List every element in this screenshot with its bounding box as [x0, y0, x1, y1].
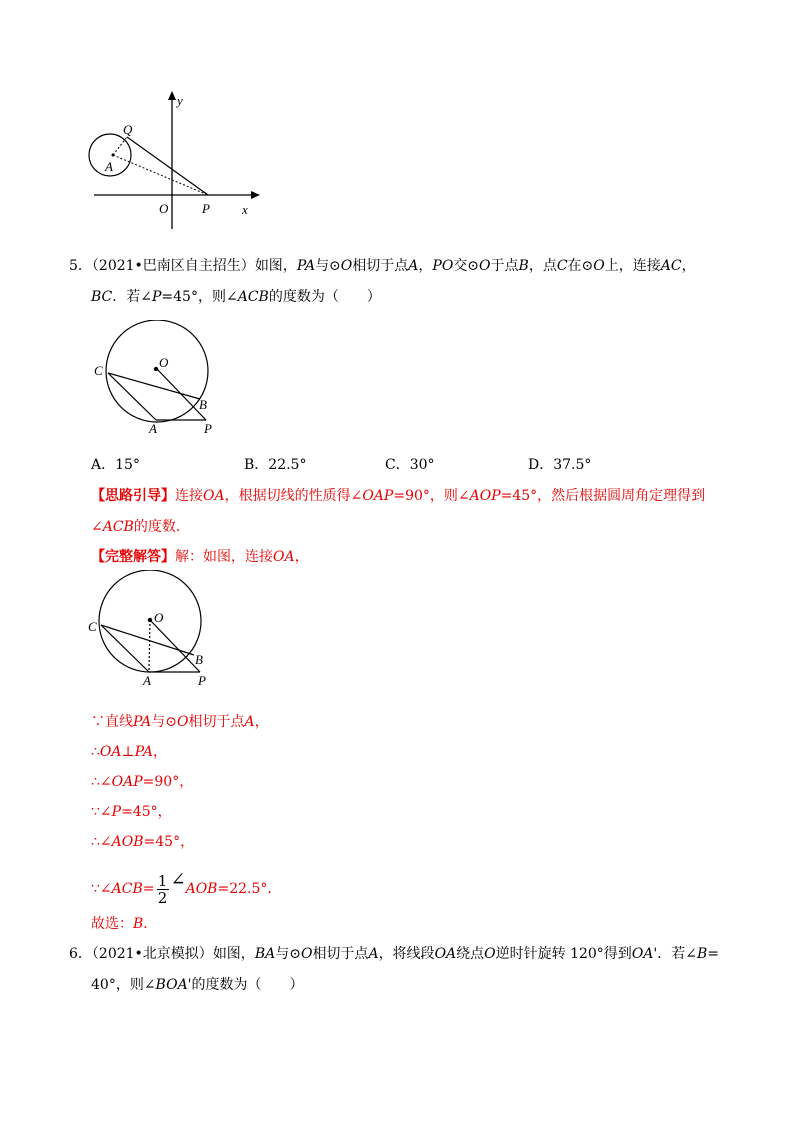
q5-source: （2021•巴南区自主招生）: [91, 258, 255, 274]
point-A: [112, 154, 115, 157]
q5-text: ．若∠: [112, 289, 152, 305]
solution-answer: [91, 914, 157, 934]
q5-var: ACB: [237, 289, 269, 305]
q5-text: 在⊙: [567, 258, 594, 274]
label-y: y: [177, 93, 183, 108]
solution-text: ，: [294, 549, 309, 565]
hint-text: 连接: [175, 488, 203, 504]
hint-text: ，根据切线的性质得∠: [224, 488, 363, 504]
q5-line-1: [69, 256, 696, 276]
step-var: OAP: [111, 774, 143, 790]
option-letter: B．: [244, 457, 269, 473]
fraction-denominator: 2: [157, 888, 168, 907]
step-text: ∵∠: [91, 804, 112, 820]
option-text: 15°: [115, 457, 140, 473]
hint-var: AOP: [469, 488, 501, 504]
step-var: PA: [134, 744, 153, 760]
hint-line-2: [91, 517, 190, 537]
option-c[interactable]: [385, 455, 435, 475]
label-B: B: [195, 652, 203, 667]
q5-var: O: [479, 258, 491, 274]
q4-figure: [80, 85, 280, 230]
hint-var: OA: [203, 488, 225, 504]
label-O: O: [159, 201, 169, 216]
solution-step-5: [91, 832, 194, 852]
fraction-one-half: [157, 871, 169, 907]
q5-text: 于点: [490, 258, 519, 274]
fraction-numerator: 1: [157, 871, 168, 890]
hint-text: ∠: [91, 519, 103, 535]
solution-tag: 【完整解答】: [91, 549, 175, 565]
step-text: =: [142, 881, 155, 897]
q6-text: 与⊙: [275, 946, 301, 962]
answer-text: ．: [143, 916, 158, 932]
hint-var: ACB: [102, 519, 134, 535]
q6-line-2: [91, 975, 304, 995]
option-text: 37.5°: [553, 457, 592, 473]
step-text: =90°，: [142, 774, 194, 790]
step-text: =22.5°．: [217, 881, 282, 897]
q5-var: B: [518, 258, 529, 274]
hint-text: 的度数．: [133, 519, 190, 535]
q5-number: 5．: [69, 258, 92, 274]
q6-text: ．若∠: [657, 946, 697, 962]
label-B: B: [199, 397, 207, 412]
label-O: O: [159, 355, 169, 370]
q5-var: O: [340, 258, 353, 274]
angle-symbol: ∠: [170, 869, 186, 890]
q5-text: =45°，则∠: [161, 289, 238, 305]
q6-var: O: [484, 946, 496, 962]
q6-text: ，将线段: [378, 946, 435, 962]
hint-line-1: [91, 486, 705, 506]
step-text: ，: [254, 714, 269, 730]
q5-var: AC: [660, 258, 682, 274]
q5-text: 交⊙: [453, 258, 480, 274]
segment-OP: [157, 369, 206, 420]
q5-text: ，: [418, 258, 433, 274]
q5-var: A: [408, 258, 419, 274]
q5-var: O: [593, 258, 605, 274]
q6-var: A: [368, 946, 379, 962]
solution-step-3: [91, 772, 193, 792]
step-text: ∵∠: [91, 881, 112, 897]
step-text: =45°，: [121, 804, 172, 820]
solution-figure: [85, 570, 225, 690]
y-axis-arrow-icon: [168, 91, 176, 100]
option-b[interactable]: [244, 455, 306, 475]
q6-number: 6．: [69, 946, 92, 962]
answer-var: B: [133, 916, 144, 932]
q5-text: ，: [681, 258, 696, 274]
label-C: C: [94, 363, 103, 378]
step-var: AOB: [111, 834, 144, 850]
segment-OP: [150, 620, 200, 672]
q6-source: （2021•北京模拟）: [91, 946, 213, 962]
option-letter: A．: [91, 457, 116, 473]
q6-var: B: [696, 946, 708, 962]
hint-var: OAP: [362, 488, 394, 504]
option-a[interactable]: [91, 455, 140, 475]
q6-text: 的度数为（ ）: [191, 977, 304, 993]
q5-var: PO: [432, 258, 454, 274]
q6-text: =: [707, 946, 720, 962]
q5-var: P: [152, 289, 162, 305]
q5-text: 上，连接: [604, 258, 661, 274]
q6-var: OA: [434, 946, 457, 962]
solution-step-6: [91, 862, 281, 907]
label-O: O: [154, 610, 164, 625]
answer-text: 故选：: [91, 916, 133, 932]
q6-var: BOA': [155, 977, 192, 993]
q5-text: 如图，: [254, 258, 297, 274]
step-text: ∴∠: [91, 774, 112, 790]
point-O: [148, 618, 152, 622]
q5-text: 相切于点: [352, 258, 409, 274]
step-var: OA: [99, 744, 122, 760]
q5-text: 与⊙: [315, 258, 341, 274]
q6-var: O: [300, 946, 313, 962]
option-d[interactable]: [528, 455, 591, 475]
label-C: C: [88, 619, 97, 634]
option-text: 22.5°: [268, 457, 307, 473]
q6-text: 绕点: [456, 946, 485, 962]
option-letter: C．: [385, 457, 410, 473]
option-text: 30°: [409, 457, 435, 473]
label-A: A: [143, 673, 151, 688]
hint-text: =90°，则∠: [393, 488, 470, 504]
q6-text: 40°，则∠: [91, 977, 156, 993]
q6-var: OA': [631, 946, 658, 962]
hint-tag: 【思路引导】: [91, 488, 175, 504]
label-A: A: [105, 159, 113, 174]
x-axis-arrow-icon: [251, 191, 260, 199]
q6-var: BA: [254, 946, 276, 962]
label-x: x: [242, 202, 248, 217]
step-var: O: [176, 714, 189, 730]
solution-text: 解：如图，连接: [175, 549, 273, 565]
option-letter: D．: [528, 457, 554, 473]
q6-text: 相切于点: [312, 946, 369, 962]
solution-step-1: [91, 712, 269, 732]
solution-line-1: [91, 547, 309, 567]
label-A: A: [149, 421, 157, 436]
step-text: =45°，: [143, 834, 195, 850]
q6-line-1: [69, 944, 719, 964]
q5-var: BC: [91, 289, 113, 305]
solution-step-4: [91, 802, 172, 822]
q5-var: PA: [296, 258, 316, 274]
step-text: 与⊙: [151, 714, 177, 730]
step-var: A: [244, 714, 255, 730]
step-text: ，: [152, 744, 167, 760]
step-var: ACB: [111, 881, 143, 897]
q5-text: 的度数为（ ）: [268, 289, 381, 305]
label-P: P: [204, 421, 212, 436]
step-text: ⊥: [121, 744, 135, 760]
q5-line-2: [91, 287, 381, 307]
label-P: P: [198, 673, 206, 688]
step-var: P: [111, 804, 122, 820]
hint-text: =45°，然后根据圆周角定理得到: [500, 488, 706, 504]
q5-figure: [90, 320, 230, 440]
label-Q: Q: [123, 122, 133, 137]
segment-OA: [149, 620, 150, 672]
step-var: AOB: [185, 881, 218, 897]
q6-text: 逆时针旋转 120°得到: [495, 946, 632, 962]
solution-step-2: [91, 742, 167, 762]
q5-var: C: [556, 258, 568, 274]
point-O: [154, 367, 158, 371]
step-text: ∴∠: [91, 834, 112, 850]
label-P: P: [202, 201, 210, 216]
step-var: PA: [133, 714, 152, 730]
step-text: ∴: [91, 744, 100, 760]
solution-var: OA: [273, 549, 295, 565]
step-text: 相切于点: [188, 714, 245, 730]
q5-text: ，点: [528, 258, 557, 274]
step-text: ∵直线: [91, 714, 133, 730]
q6-text: 如图，: [212, 946, 255, 962]
